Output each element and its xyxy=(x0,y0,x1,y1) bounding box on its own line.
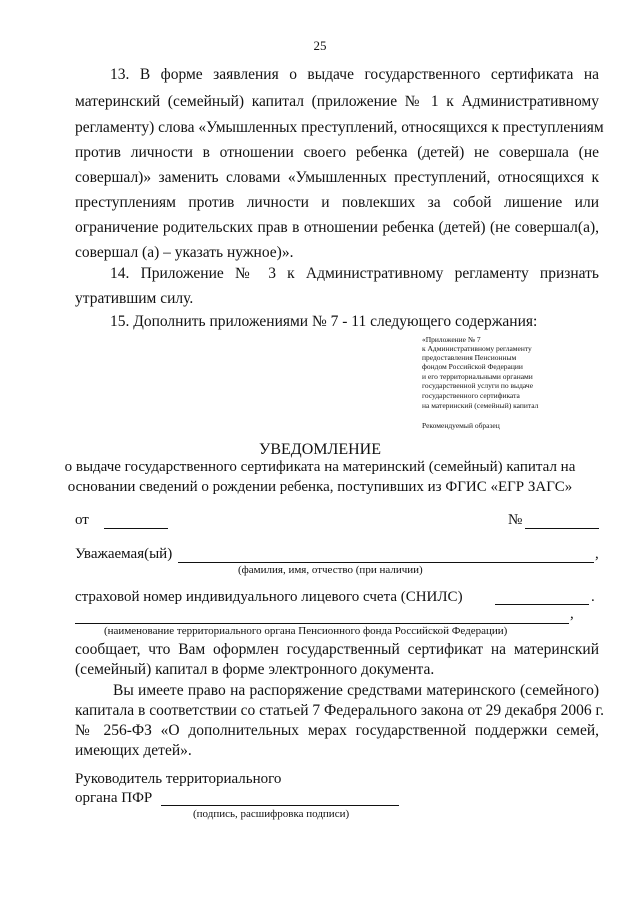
signer-title: Руководитель территориального xyxy=(75,771,282,787)
text-line: ограничение родительских прав в отношении ребенка (детей) (не совершал(а), xyxy=(75,219,599,236)
recommended-sample: Рекомендуемый образец xyxy=(422,421,500,430)
note-line: на материнский (семейный) капитал xyxy=(422,401,539,410)
note-line: государственной услуги по выдаче xyxy=(422,381,534,390)
note-line: предоставления Пенсионным xyxy=(422,353,517,362)
text-line: утратившим силу. xyxy=(75,290,194,307)
signer-title: органа ПФР xyxy=(75,790,153,806)
text-line: 13. В форме заявления о выдаче государственного сертификата на xyxy=(110,66,599,83)
notice-title: УВЕДОМЛЕНИЕ xyxy=(259,441,381,458)
number-field-line xyxy=(525,528,599,529)
text-line: сообщает, что Вам оформлен государственный сертификат на материнский xyxy=(75,641,599,658)
dear-label: Уважаемая(ый) xyxy=(75,546,173,562)
comma: , xyxy=(570,606,574,622)
number-label: № xyxy=(508,512,523,528)
paragraph-15: 15. Дополнить приложениями № 7 - 11 следующего содержания: xyxy=(110,313,538,330)
notice-subtitle: основании сведений о рождении ребенка, поступивших из ФГИС «ЕГР ЗАГС» xyxy=(67,479,573,495)
org-caption: (наименование территориального органа Пенсионного фонда Российской Федерации) xyxy=(104,625,508,637)
text-line: против личности в отношении своего ребенка (детей) не совершала (не xyxy=(75,144,599,161)
snils-label: страховой номер индивидуального лицевого счета (СНИЛС) xyxy=(75,589,463,605)
date-field-line xyxy=(104,528,168,529)
from-label: от xyxy=(75,512,89,528)
text-line: материнский (семейный) капитал (приложение № 1 к Административному xyxy=(75,93,599,110)
note-line: фондом Российской Федерации xyxy=(422,362,523,371)
text-line: регламенту) слова «Умышленных преступлений, относящихся к преступлениям xyxy=(75,119,604,136)
text-line: капитала в соответствии со статьей 7 Федерального закона от 29 декабря 2006 г. xyxy=(75,702,604,719)
note-line: к Административному регламенту xyxy=(422,344,532,353)
text-line: имеющих детей». xyxy=(75,742,192,759)
note-line: «Приложение № 7 xyxy=(422,335,481,344)
text-line: (семейный) капитал в форме электронного документа. xyxy=(75,661,435,678)
note-line: государственного сертификата xyxy=(422,391,520,400)
text-line: 14. Приложение № 3 к Административному регламенту признать xyxy=(110,265,599,282)
text-line: совершал (а) – указать нужное)». xyxy=(75,244,294,261)
period: . xyxy=(591,589,595,605)
note-line: и его территориальными органами xyxy=(422,372,533,381)
notice-subtitle: о выдаче государственного сертификата на материнский (семейный) капитал на xyxy=(64,459,576,475)
text-line: преступлениям против личности и повлекших за собой лишение или xyxy=(75,194,599,211)
org-field-line xyxy=(75,623,569,624)
signature-line xyxy=(161,805,399,806)
name-field-line xyxy=(178,562,594,563)
snils-field-line xyxy=(495,604,589,605)
name-caption: (фамилия, имя, отчество (при наличии) xyxy=(238,564,423,576)
text-line: совершал)» заменить словами «Умышленных преступлений, относящихся к xyxy=(75,169,599,186)
comma: , xyxy=(595,546,599,562)
signature-caption: (подпись, расшифровка подписи) xyxy=(193,808,350,820)
text-line: Вы имеете право на распоряжение средствами материнского (семейного) xyxy=(113,682,599,699)
text-line: № 256-ФЗ «О дополнительных мерах государственной поддержки семей, xyxy=(75,722,599,739)
page-number: 25 xyxy=(313,38,327,53)
